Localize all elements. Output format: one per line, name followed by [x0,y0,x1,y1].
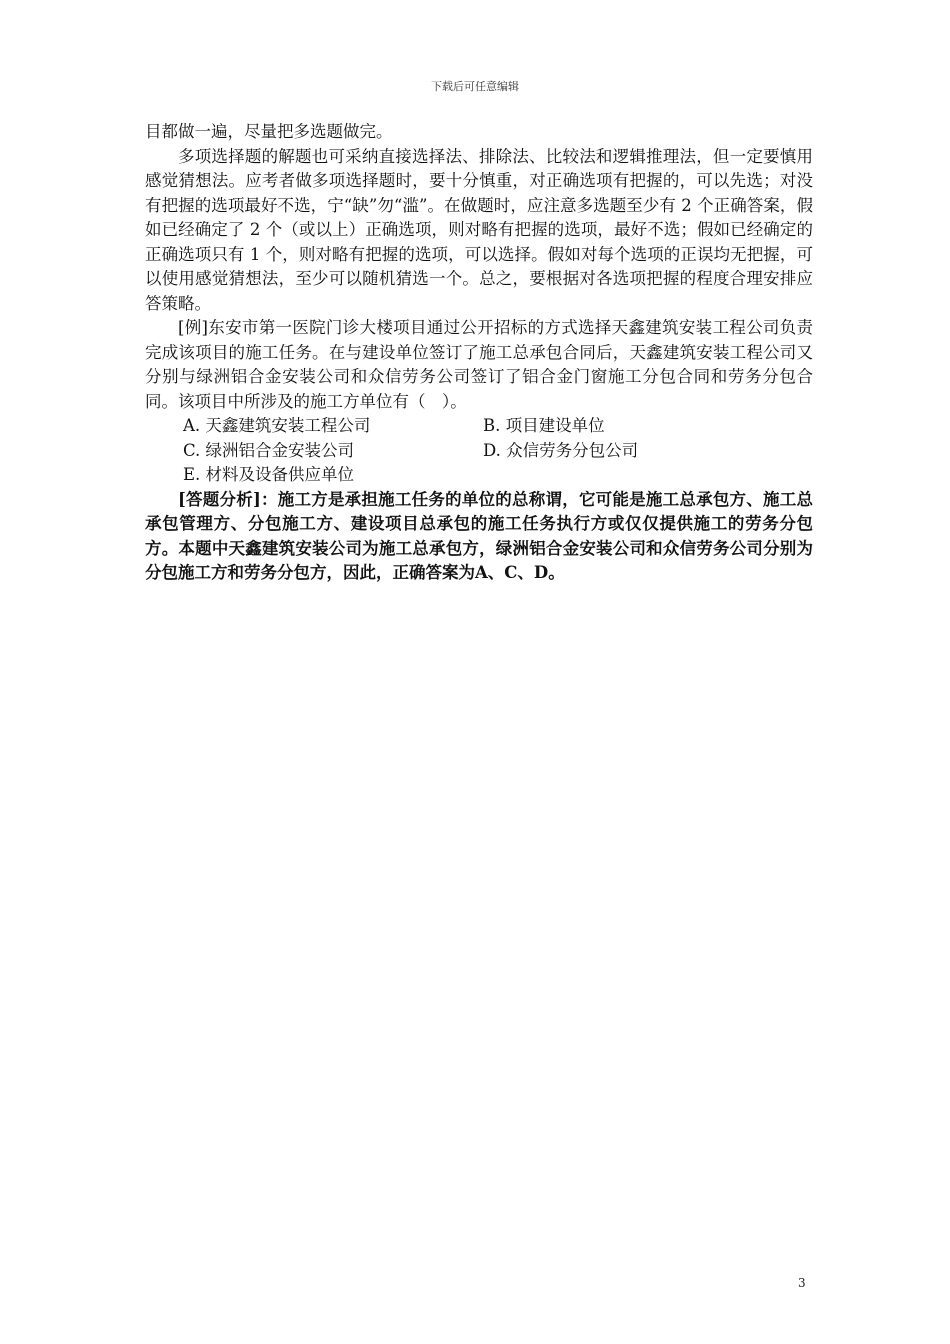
option-c: C. 绿洲铝合金安装公司 [183,440,355,460]
analysis-label: [答题分析]： [178,489,278,509]
paragraph-example-question: [例]东安市第一医院门诊大楼项目通过公开招标的方式选择天鑫建筑安装工程公司负责完成该项目的施工任务。在与建设单位签订了施工总承包合同后，天鑫建筑安装工程公司又分别与绿洲铝合金安装公司和众信劳务公司签订了铝合金门窗施工分包合同和劳务分包合同。该项目中所涉及的施工方单位有（ ）。 [145,318,813,411]
paragraph-strategy: 多项选择题的解题也可采纳直接选择法、排除法、比较法和逻辑推理法，但一定要慎用感觉猜想法。应考者做多项选择题时，要十分慎重，对正确选项有把握的，可以先选；对没有把握的选项最好不选，宁“缺”勿“滥”。在做题时，应注意多选题至少有 2 个正确答案，假如已经确定了 2 个（或以上）正确选项，则对略有把握的选项，最好不选；假如已经确定的正确选项只有 1 个，则对略有把握的选项，可以选择。假如对每个选项的正误均无把握，可以使用感觉猜想法，至少可以随机猜选一个。总之，要根据对各选项把握的程度合理安排应答策略。 [145,146,813,313]
option-a: A. 天鑫建筑安装工程公司 [183,416,371,435]
option-d: D. 众信劳务分包公司 [483,440,639,460]
document-body [145,120,813,586]
analysis-paragraph [145,488,813,586]
option-row [183,463,813,488]
option-row [183,439,813,464]
option-b: B. 项目建设单位 [483,416,605,435]
page-number: 3 [798,1276,806,1290]
option-e: E. 材料及设备供应单位 [183,465,355,484]
analysis-text: 施工方是承担施工任务的单位的总称谓，它可能是施工总承包方、施工总承包管理方、分包施工方、建设项目总承包的施工任务执行方或仅仅提供施工的劳务分包方。本题中天鑫建筑安装公司为施工总承包方，绿洲铝合金安装公司和众信劳务公司分别为分包施工方和劳务分包方，因此，正确答案为A、C、D。 [145,489,813,582]
option-row [183,414,813,439]
page-header: 下载后可任意编辑 [431,80,519,93]
paragraph-continuation: 目都做一遍，尽量把多选题做完。 [145,122,393,141]
answer-options [145,414,813,488]
